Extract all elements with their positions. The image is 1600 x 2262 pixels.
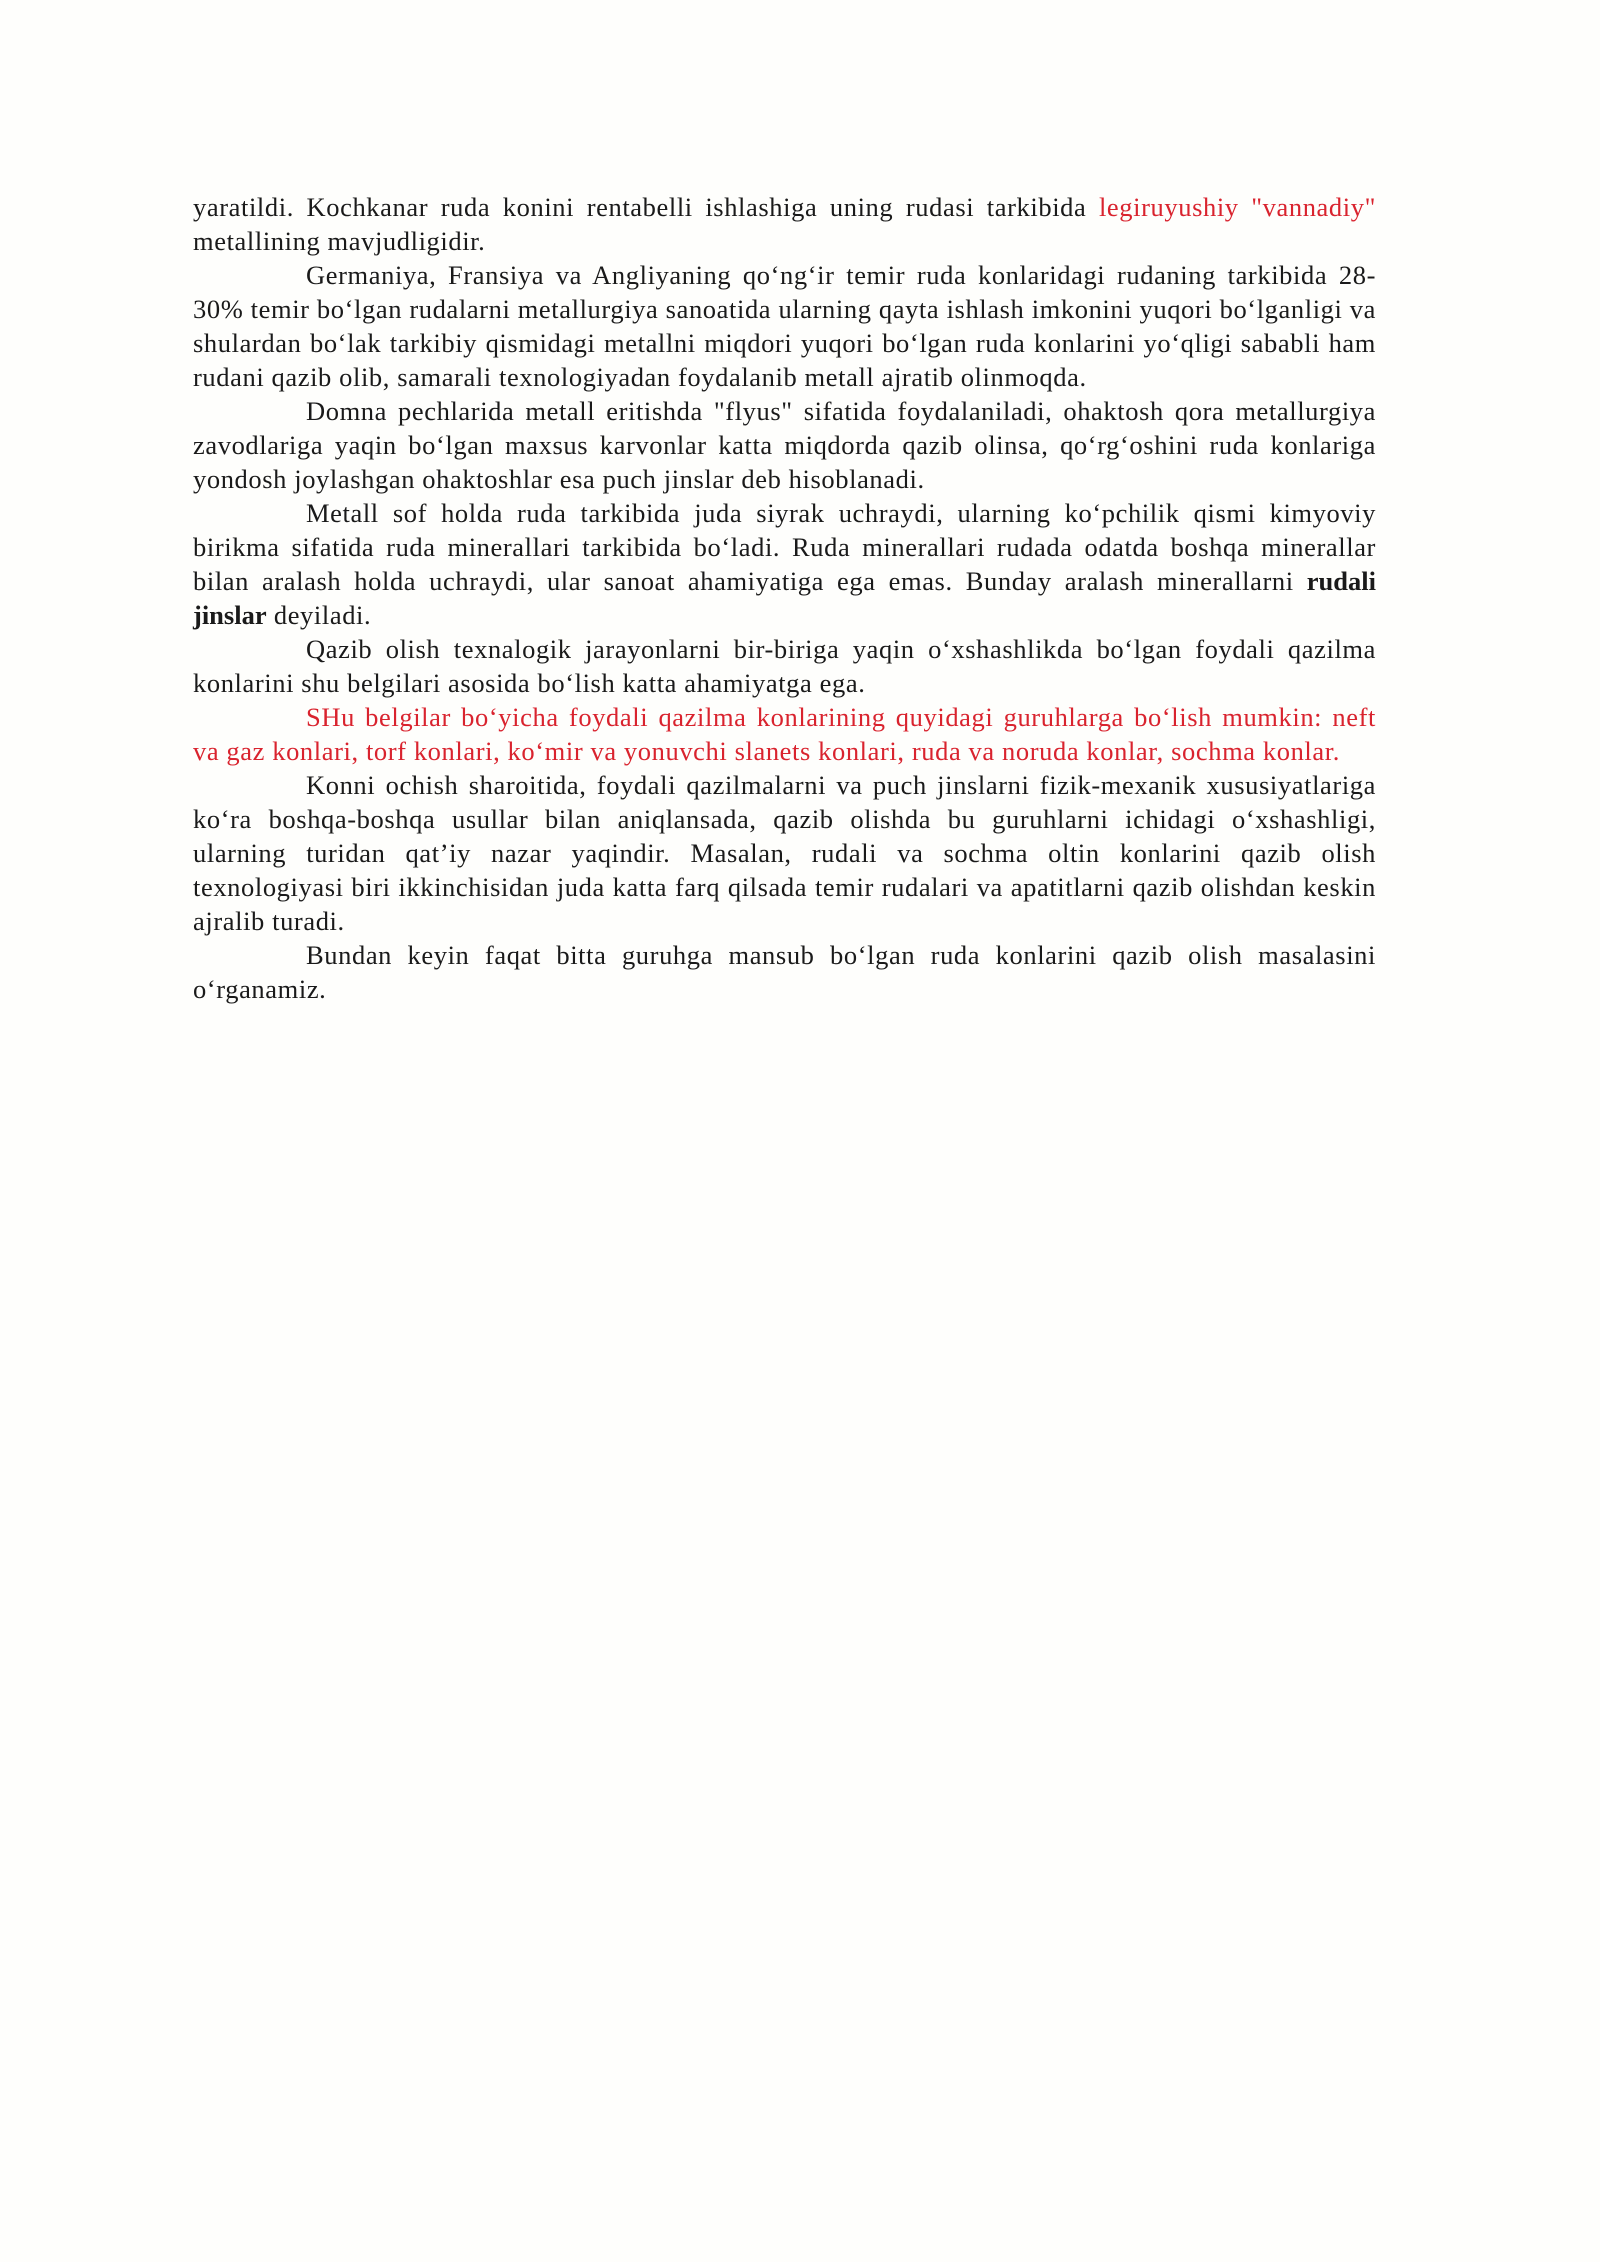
paragraph-text: deyiladi. bbox=[266, 600, 372, 630]
paragraph: Germaniya, Fransiya va Angliyaning qo‘ng‘ir temir ruda konlaridagi rudaning tarkibida 28-30% temir bo‘lgan rudalarni metallurgiya sanoatida ularning qayta ishlash imkonini yuqori bo‘lganligi va shulardan bo‘lak tarkibiy qismidagi metallni miqdori yuqori bo‘lgan ruda konlarini yo‘qligi sababli ham rudani qazib olib, samarali texnologiyadan foydalanib metall ajratib olinmoqda. bbox=[193, 260, 1376, 392]
paragraph-text: yaratildi. Kochkanar ruda konini rentabelli ishlashiga uning rudasi tarkibida bbox=[193, 192, 1099, 222]
paragraph: Konni ochish sharoitida, foydali qazilmalarni va puch jinslarni fizik-mexanik xususiyatlariga ko‘ra boshqa-boshqa usullar bilan aniqlansada, qazib olishda bu guruhlarni ichidagi o‘xshashligi, ularning turidan qat’iy nazar yaqindir. Masalan, rudali va sochma oltin konlarini qazib olish texnologiyasi biri ikkinchisidan juda katta farq qilsada temir rudalari va apatitlarni qazib olishdan keskin ajralib turadi. bbox=[193, 770, 1376, 936]
highlighted-term: legiruyushiy "vannadiy" bbox=[1098, 192, 1376, 222]
paragraph bbox=[193, 496, 1376, 632]
paragraph: Domna pechlarida metall eritishda "flyus" sifatida foydalaniladi, ohaktosh qora metallurgiya zavodlariga yaqin bo‘lgan maxsus karvonlar katta miqdorda qazib olinsa, qo‘rg‘oshini ruda konlariga yondosh joylashgan ohaktoshlar esa puch jinslar deb hisoblanadi. bbox=[193, 396, 1376, 494]
paragraph: Qazib olish texnalogik jarayonlarni bir-biriga yaqin o‘xshashlikda bo‘lgan foydali qazilma konlarini shu belgilari asosida bo‘lish katta ahamiyatga ega. bbox=[193, 634, 1376, 698]
paragraph-text: metallining mavjudligidir. bbox=[193, 226, 486, 256]
paragraph-text: Metall sof holda ruda tarkibida juda siyrak uchraydi, ularning ko‘pchilik qismi kimyoviy birikma sifatida ruda minerallari tarkibida bo‘ladi. Ruda minerallari rudada odatda boshqa minerallar bilan aralash holda uchraydi, ular sanoat ahamiyatiga ega emas. Bunday aralash minerallarni bbox=[193, 498, 1376, 596]
paragraph: Bundan keyin faqat bitta guruhga mansub bo‘lgan ruda konlarini qazib olish masalasini o‘rganamiz. bbox=[193, 940, 1376, 1004]
bold-term: rudali jinslar bbox=[193, 566, 1376, 630]
paragraph-continuation bbox=[193, 190, 1376, 258]
document-page bbox=[193, 190, 1376, 1006]
highlighted-paragraph: SHu belgilar bo‘yicha foydali qazilma konlarining quyidagi guruhlarga bo‘lish mumkin: neft va gaz konlari, torf konlari, ko‘mir va yonuvchi slanets konlari, ruda va noruda konlar, sochma konlar. bbox=[193, 702, 1376, 766]
